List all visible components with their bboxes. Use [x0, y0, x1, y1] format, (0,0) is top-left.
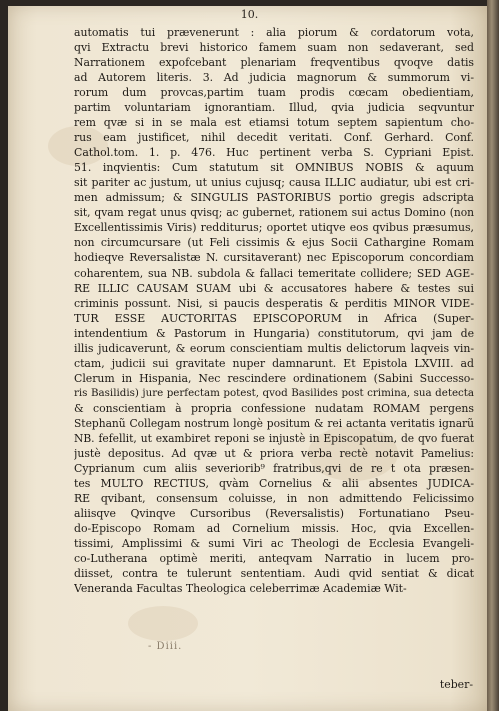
text-line: qvi Extractu brevi historico famem suam non sedaverant, sed — [74, 41, 474, 55]
text-line: tes MULTO RECTIUS, qvàm Cornelius & alii absentes JUDICA- — [74, 476, 474, 490]
text-line: rorum dum provcas,partim tuam prodis cœcam obedientiam, — [74, 86, 474, 100]
catchword: teber- — [439, 678, 473, 691]
text-line: Narrationem expofcebant plenariam freqventibus qvoqve datis — [74, 56, 474, 70]
text-line: tissimi, Amplissimi & sumi Viri ac Theologi de Ecclesia Evangeli- — [74, 537, 474, 551]
text-line: TUR ESSE AUCTORITAS EPISCOPORUM in Africa (Super- — [74, 311, 474, 325]
text-line: non circumcursare (ut Feli cissimis & ejus Socii Cathargine Romam — [74, 236, 474, 250]
text-line: hodieqve Reversalistæ N. cursitaverant) nec Episcoporum concordiam — [74, 251, 474, 265]
text-line: Clerum in Hispania, Nec rescindere ordinationem (Sabini Successo- — [74, 371, 474, 385]
text-line: do-Episcopo Romam ad Cornelium missis. Hoc, qvia Excellen- — [74, 522, 474, 536]
signature-mark: - Diii. — [148, 641, 183, 652]
text-line: aliisqve Qvinqve Cursoribus (Reversalistis) Fortunatiano Pseu- — [74, 507, 474, 520]
text-line: illis judicaverunt, & eorum conscientiam multis delictorum laqveis vin- — [74, 341, 474, 355]
text-line: 51. inqvientis: Cum statutum sit OMNIBUS NOBIS & aquum — [74, 161, 474, 175]
text-line: sit, qvam regat unus qvisq; ac gubernet, rationem sui actus Domino (non — [74, 206, 474, 220]
text-line: criminis possunt. Nisi, si paucis desperatis & perditis MINOR VIDE- — [74, 296, 474, 310]
page-number: 10. — [240, 8, 259, 21]
text-line: rus eam justificet, nihil decedit veritati. Conf. Gerhard. Conf. — [74, 131, 474, 145]
text-line: Cathol.tom. 1. p. 476. Huc pertinent verba S. Cypriani Epist. — [74, 146, 474, 160]
text-line: ris Basilidis) jure perfectam potest, qvod Basilides post crimina, sua detecta — [74, 386, 474, 399]
text-line: & conscientiam à propria confessione nudatam ROMAM pergens — [74, 401, 474, 415]
text-line: Excellentissimis Viris) redditurus; oportet utiqve eos qvibus præsumus, — [74, 221, 474, 235]
text-line: ctam, judicii sui gravitate nuper damnarunt. Et Epistola LXVIII. ad — [74, 356, 474, 370]
page-body-text — [74, 25, 474, 596]
text-line: justè depositus. Ad qvæ ut & priora verba rectè notavit Pamelius: — [74, 446, 474, 460]
text-line: RE qvibant, consensum coluisse, in non admittendo Felicissimo — [74, 491, 474, 505]
text-line: NB. fefellit, ut exambiret reponi se injustè in Episcopatum, de qvo fuerat — [74, 431, 474, 445]
text-line: intendentium & Pastorum in Hungaria) constitutorum, qvi jam de — [74, 326, 474, 340]
text-line: coharentem, sua NB. subdola & fallaci temeritate collidere; SED AGE- — [74, 266, 474, 280]
book-edge — [487, 0, 499, 711]
text-line: men admissum; & SINGULIS PASTORIBUS portio gregis adscripta — [74, 191, 474, 205]
text-line: RE ILLIC CAUSAM SUAM ubi & accusatores habere & testes sui — [74, 281, 474, 295]
text-line: Veneranda Facultas Theologica celeberrimæ Academiæ Wit- — [74, 582, 407, 596]
text-line: automatis tui prævenerunt : alia piorum & cordatorum vota, — [74, 26, 474, 39]
text-line: rem qvæ si in se mala est etiamsi totum septem sapientum cho- — [74, 116, 474, 130]
text-line: Cyprianum cum aliis severiorib⁹ fratribus,qvi de re t ota præsen- — [74, 461, 474, 475]
text-line: partim voluntariam ignorantiam. Illud, qvia judicia seqvuntur — [74, 101, 474, 115]
text-line: diisset, contra te tulerunt sententiam. Audi qvid sentiat & dicat — [74, 567, 474, 581]
text-line: Stephanũ Collegam nostrum longè positum & rei actanta veritatis ignarũ — [74, 416, 474, 430]
text-line: sit pariter ac justum, ut unius cujusq; causa ILLIC audiatur, ubi est cri- — [74, 176, 474, 190]
text-line: ad Autorem literis. 3. Ad judicia magnorum & summorum vi- — [74, 71, 474, 85]
text-line: co-Lutherana optimè meriti, anteqvam Narratio in lucem pro- — [74, 552, 474, 566]
